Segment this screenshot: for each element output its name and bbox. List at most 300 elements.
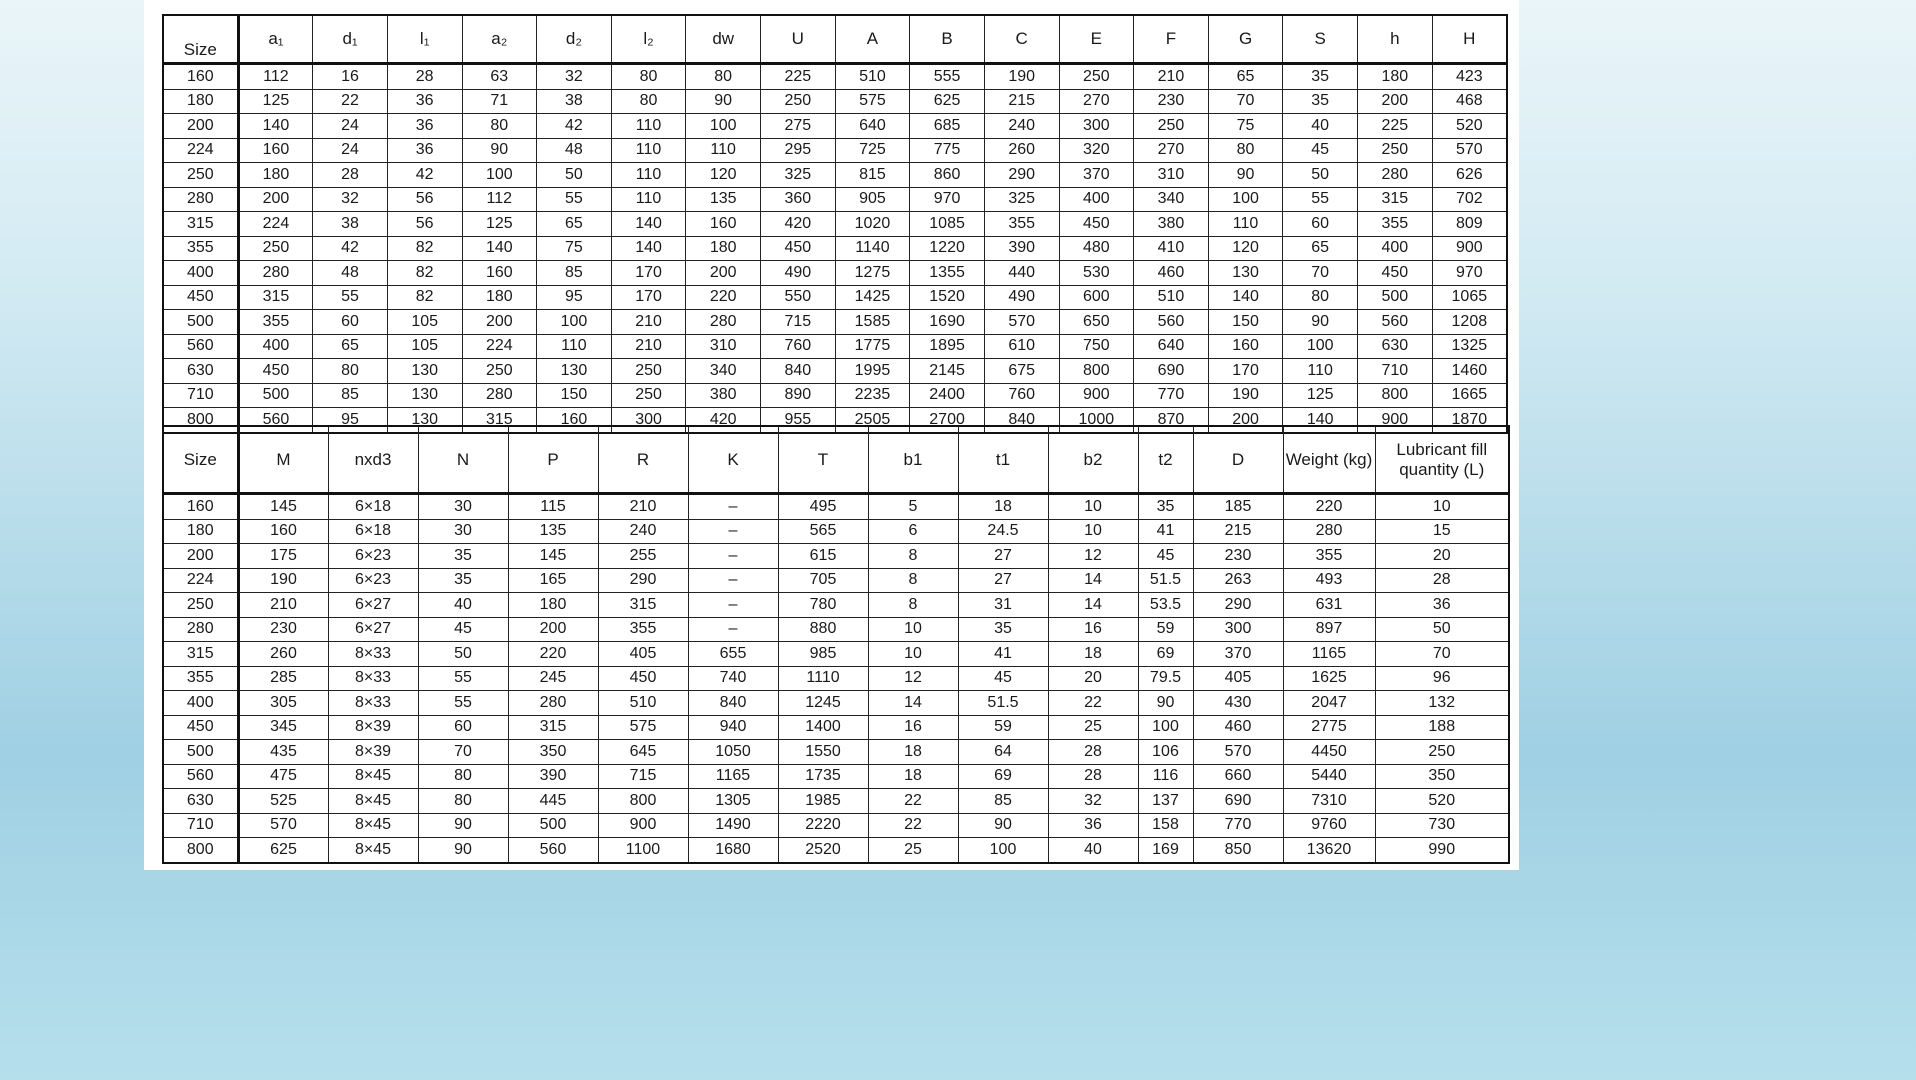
table-cell: 6 (868, 519, 958, 544)
table-row (163, 544, 1509, 569)
table-cell: 60 (313, 310, 388, 335)
column-header: B (910, 15, 985, 64)
table-cell: 1665 (1432, 383, 1507, 408)
column-header: A (835, 15, 910, 64)
table-cell: 445 (508, 789, 598, 814)
table-cell: 12 (868, 666, 958, 691)
table-cell: 90 (418, 813, 508, 838)
table-cell: 555 (910, 64, 985, 90)
table-cell: 200 (686, 261, 761, 286)
table-cell: 550 (761, 285, 836, 310)
table-row (163, 212, 1507, 237)
table-cell: 42 (537, 114, 612, 139)
table-cell: 970 (1432, 261, 1507, 286)
table-cell: 56 (387, 187, 462, 212)
table-cell: 12 (1048, 544, 1138, 569)
table-cell: 315 (598, 593, 688, 618)
table-cell: 70 (1208, 89, 1283, 114)
table-cell: 285 (238, 666, 328, 691)
column-header: l₁ (387, 15, 462, 64)
table-row (163, 64, 1507, 90)
table-row (163, 187, 1507, 212)
table-cell: 75 (537, 236, 612, 261)
table-cell: 520 (1375, 789, 1509, 814)
table-cell: 48 (313, 261, 388, 286)
table-cell: 140 (1283, 408, 1358, 433)
table-cell: 2400 (910, 383, 985, 408)
table-cell: 325 (984, 187, 1059, 212)
table-cell: 190 (984, 64, 1059, 90)
table-row (163, 715, 1509, 740)
size-cell: 500 (163, 310, 238, 335)
table-row (163, 519, 1509, 544)
table-cell: 710 (1358, 359, 1433, 384)
table-cell: 255 (598, 544, 688, 569)
column-header: dw (686, 15, 761, 64)
table-cell: 2700 (910, 408, 985, 433)
table-cell: 80 (462, 114, 537, 139)
table-cell: 370 (1059, 163, 1134, 188)
table-cell: 112 (238, 64, 313, 90)
table-cell: 1690 (910, 310, 985, 335)
table-cell: 8×39 (328, 740, 418, 765)
table-cell: 53.5 (1138, 593, 1193, 618)
table-cell: 510 (1134, 285, 1209, 310)
table-cell: 115 (508, 494, 598, 520)
table-cell: 90 (1283, 310, 1358, 335)
table-cell: 40 (1283, 114, 1358, 139)
table-row (163, 236, 1507, 261)
table-cell: 575 (598, 715, 688, 740)
table-cell: 630 (1358, 334, 1433, 359)
table-cell: 1110 (778, 666, 868, 691)
table-cell: 65 (313, 334, 388, 359)
table-cell: 135 (686, 187, 761, 212)
table-cell: 145 (508, 544, 598, 569)
table-cell: 105 (387, 334, 462, 359)
table-cell: 860 (910, 163, 985, 188)
table-cell: 180 (1358, 64, 1433, 90)
table-cell: 690 (1193, 789, 1283, 814)
table-cell: 132 (1375, 691, 1509, 716)
table-cell: 990 (1375, 838, 1509, 863)
table-row (163, 310, 1507, 335)
table-cell: 16 (868, 715, 958, 740)
table-row (163, 764, 1509, 789)
table-cell: 110 (611, 114, 686, 139)
size-cell: 250 (163, 593, 238, 618)
table-cell: 210 (238, 593, 328, 618)
table-cell: 56 (387, 212, 462, 237)
table-cell: 500 (508, 813, 598, 838)
table-cell: 6×18 (328, 519, 418, 544)
table-cell: 100 (686, 114, 761, 139)
table-cell: 36 (1048, 813, 1138, 838)
table-cell: 190 (238, 568, 328, 593)
table-cell: 8 (868, 544, 958, 569)
table-cell: 600 (1059, 285, 1134, 310)
table-header-row (163, 15, 1507, 64)
table-cell: 150 (537, 383, 612, 408)
table-cell: 70 (1283, 261, 1358, 286)
table-cell: 2520 (778, 838, 868, 863)
column-header: H (1432, 15, 1507, 64)
table-cell: 450 (1059, 212, 1134, 237)
table-cell: 110 (611, 187, 686, 212)
table-cell: 80 (611, 64, 686, 90)
table-cell: 1085 (910, 212, 985, 237)
table-cell: 780 (778, 593, 868, 618)
table-cell: 110 (611, 138, 686, 163)
table-cell: 300 (611, 408, 686, 433)
table-cell: 140 (611, 236, 686, 261)
table-cell: 450 (598, 666, 688, 691)
column-header: M (238, 426, 328, 494)
table-cell: 230 (1134, 89, 1209, 114)
table-cell: 130 (387, 383, 462, 408)
table-cell: 800 (1358, 383, 1433, 408)
table-cell: 35 (1283, 89, 1358, 114)
table-cell: 14 (868, 691, 958, 716)
table-cell: 100 (1208, 187, 1283, 212)
table-cell: 490 (984, 285, 1059, 310)
table-cell: 575 (835, 89, 910, 114)
table-cell: 8×45 (328, 789, 418, 814)
size-column-header: Size (163, 426, 238, 494)
table-cell: 275 (761, 114, 836, 139)
table-cell: 160 (238, 138, 313, 163)
table-cell: 440 (984, 261, 1059, 286)
table-cell: 224 (238, 212, 313, 237)
table-cell: 250 (462, 359, 537, 384)
table-cell: 42 (313, 236, 388, 261)
table-cell: 65 (537, 212, 612, 237)
table-cell: 180 (462, 285, 537, 310)
column-header: N (418, 426, 508, 494)
table-cell: 610 (984, 334, 1059, 359)
table-cell: 1400 (778, 715, 868, 740)
table-cell: 250 (238, 236, 313, 261)
table-cell: – (688, 544, 778, 569)
table-cell: 22 (1048, 691, 1138, 716)
table-cell: 28 (313, 163, 388, 188)
table-cell: 8 (868, 568, 958, 593)
table-cell: – (688, 519, 778, 544)
table-cell: 24 (313, 114, 388, 139)
table-cell: 730 (1375, 813, 1509, 838)
table-cell: 105 (387, 310, 462, 335)
size-cell: 630 (163, 789, 238, 814)
table-cell: 1325 (1432, 334, 1507, 359)
table-cell: 230 (1193, 544, 1283, 569)
table-cell: 50 (1375, 617, 1509, 642)
table-cell: 65 (1283, 236, 1358, 261)
table-cell: 175 (238, 544, 328, 569)
table-cell: 250 (611, 359, 686, 384)
size-cell: 450 (163, 285, 238, 310)
table-cell: 355 (238, 310, 313, 335)
table-cell: 2775 (1283, 715, 1375, 740)
table-cell: 340 (1134, 187, 1209, 212)
table-cell: – (688, 617, 778, 642)
table-cell: 420 (761, 212, 836, 237)
table-cell: 32 (537, 64, 612, 90)
table-cell: 6×18 (328, 494, 418, 520)
table-cell: 300 (1193, 617, 1283, 642)
column-header: Weight (kg) (1283, 426, 1375, 494)
table-cell: 560 (1134, 310, 1209, 335)
table-cell: 570 (1432, 138, 1507, 163)
table-cell: 840 (688, 691, 778, 716)
table-cell: 140 (1208, 285, 1283, 310)
table-cell: 645 (598, 740, 688, 765)
table-cell: 80 (418, 789, 508, 814)
table-cell: 28 (1048, 764, 1138, 789)
table-cell: 400 (1059, 187, 1134, 212)
size-cell: 355 (163, 236, 238, 261)
column-header: R (598, 426, 688, 494)
table-cell: 240 (984, 114, 1059, 139)
table-cell: 51.5 (958, 691, 1048, 716)
table-cell: 263 (1193, 568, 1283, 593)
table-cell: 5 (868, 494, 958, 520)
table-cell: 170 (611, 285, 686, 310)
table-cell: 110 (537, 334, 612, 359)
table-cell: 28 (387, 64, 462, 90)
table-cell: 815 (835, 163, 910, 188)
table-cell: 160 (537, 408, 612, 433)
table-cell: 69 (958, 764, 1048, 789)
table-cell: 25 (868, 838, 958, 863)
table-cell: 800 (1059, 359, 1134, 384)
table-cell: 180 (238, 163, 313, 188)
table-cell: 22 (313, 89, 388, 114)
table-cell: 160 (462, 261, 537, 286)
table-cell: 295 (761, 138, 836, 163)
table-cell: 10 (1048, 519, 1138, 544)
table-cell: 250 (1059, 64, 1134, 90)
table-cell: 112 (462, 187, 537, 212)
table-cell: 50 (418, 642, 508, 667)
size-cell: 710 (163, 813, 238, 838)
table-cell: 210 (1134, 64, 1209, 90)
table-cell: 625 (238, 838, 328, 863)
table-cell: 1425 (835, 285, 910, 310)
size-cell: 800 (163, 408, 238, 433)
table-cell: 655 (688, 642, 778, 667)
table-cell: 120 (686, 163, 761, 188)
table-cell: 740 (688, 666, 778, 691)
column-header: Lubricant fill quantity (L) (1375, 426, 1509, 494)
table-cell: 5440 (1283, 764, 1375, 789)
table-cell: 650 (1059, 310, 1134, 335)
table-row (163, 138, 1507, 163)
size-cell: 710 (163, 383, 238, 408)
table-cell: 770 (1193, 813, 1283, 838)
table-row (163, 163, 1507, 188)
table-cell: 160 (1208, 334, 1283, 359)
size-cell: 200 (163, 114, 238, 139)
table-cell: 1995 (835, 359, 910, 384)
table-cell: 55 (1283, 187, 1358, 212)
table-row (163, 691, 1509, 716)
table-cell: 6×27 (328, 617, 418, 642)
table-cell: 79.5 (1138, 666, 1193, 691)
table-cell: 55 (418, 666, 508, 691)
table-cell: 405 (1193, 666, 1283, 691)
table-cell: 28 (1375, 568, 1509, 593)
table-cell: 90 (1208, 163, 1283, 188)
table-row (163, 666, 1509, 691)
table-cell: 450 (761, 236, 836, 261)
table-cell: 10 (1375, 494, 1509, 520)
size-cell: 280 (163, 617, 238, 642)
table-cell: 2220 (778, 813, 868, 838)
table-cell: 955 (761, 408, 836, 433)
table-cell: 230 (238, 617, 328, 642)
table-cell: 305 (238, 691, 328, 716)
table-cell: 200 (462, 310, 537, 335)
table-row (163, 494, 1509, 520)
table-cell: 10 (1048, 494, 1138, 520)
table-cell: 390 (508, 764, 598, 789)
table-cell: 468 (1432, 89, 1507, 114)
table-cell: 1870 (1432, 408, 1507, 433)
table-cell: 1460 (1432, 359, 1507, 384)
table-cell: 360 (761, 187, 836, 212)
table-cell: 170 (1208, 359, 1283, 384)
table-cell: 702 (1432, 187, 1507, 212)
table-cell: 640 (835, 114, 910, 139)
table-cell: 493 (1283, 568, 1375, 593)
column-header: nxd3 (328, 426, 418, 494)
table-cell: 530 (1059, 261, 1134, 286)
table-cell: 100 (958, 838, 1048, 863)
table-cell: 24 (313, 138, 388, 163)
table-cell: 380 (1134, 212, 1209, 237)
table-cell: 80 (418, 764, 508, 789)
table-cell: 410 (1134, 236, 1209, 261)
table-cell: 2145 (910, 359, 985, 384)
table-cell: 69 (1138, 642, 1193, 667)
table-cell: 169 (1138, 838, 1193, 863)
table-cell: 220 (508, 642, 598, 667)
table-cell: 570 (984, 310, 1059, 335)
table-cell: 90 (686, 89, 761, 114)
table-cell: 850 (1193, 838, 1283, 863)
table-cell: 31 (958, 593, 1048, 618)
size-cell: 800 (163, 838, 238, 863)
table-cell: 6×23 (328, 568, 418, 593)
table-cell: 8 (868, 593, 958, 618)
table-row (163, 261, 1507, 286)
table-row (163, 593, 1509, 618)
table-cell: 240 (598, 519, 688, 544)
table-cell: 41 (1138, 519, 1193, 544)
table-cell: 8×39 (328, 715, 418, 740)
table-cell: 900 (1358, 408, 1433, 433)
table-cell: 80 (313, 359, 388, 384)
column-header: b2 (1048, 426, 1138, 494)
table-cell: 59 (1138, 617, 1193, 642)
table-cell: 280 (686, 310, 761, 335)
table-cell: 1245 (778, 691, 868, 716)
table-cell: 130 (387, 359, 462, 384)
table-cell: 770 (1134, 383, 1209, 408)
table-cell: 160 (238, 519, 328, 544)
table-cell: 210 (611, 334, 686, 359)
table-cell: 1775 (835, 334, 910, 359)
table-cell: 40 (1048, 838, 1138, 863)
table-cell: 71 (462, 89, 537, 114)
table-cell: 280 (1283, 519, 1375, 544)
table-cell: 1140 (835, 236, 910, 261)
table-cell: 500 (1358, 285, 1433, 310)
table-cell: 140 (238, 114, 313, 139)
table-cell: 840 (761, 359, 836, 384)
table-cell: 1305 (688, 789, 778, 814)
table-cell: 870 (1134, 408, 1209, 433)
table-cell: 45 (958, 666, 1048, 691)
table-cell: 150 (1208, 310, 1283, 335)
table-cell: 20 (1048, 666, 1138, 691)
table-cell: 100 (1138, 715, 1193, 740)
table-row (163, 568, 1509, 593)
table-cell: 475 (238, 764, 328, 789)
table-row (163, 89, 1507, 114)
table-cell: 215 (984, 89, 1059, 114)
dimension-table-2 (162, 425, 1510, 864)
table-cell: 809 (1432, 212, 1507, 237)
table-cell: 82 (387, 261, 462, 286)
table-cell: 45 (1138, 544, 1193, 569)
table-cell: 250 (1134, 114, 1209, 139)
table-cell: 27 (958, 544, 1048, 569)
table-cell: 32 (313, 187, 388, 212)
table-cell: 985 (778, 642, 868, 667)
table-cell: 450 (238, 359, 313, 384)
table-cell: 140 (462, 236, 537, 261)
table-cell: 70 (1375, 642, 1509, 667)
table-cell: 14 (1048, 593, 1138, 618)
column-header: U (761, 15, 836, 64)
table-cell: 36 (387, 114, 462, 139)
table-row (163, 813, 1509, 838)
table-cell: 890 (761, 383, 836, 408)
table-cell: 16 (313, 64, 388, 90)
table-cell: 560 (1358, 310, 1433, 335)
table-cell: 280 (1358, 163, 1433, 188)
table-cell: 1520 (910, 285, 985, 310)
table-cell: 75 (1208, 114, 1283, 139)
table-cell: 315 (508, 715, 598, 740)
table-cell: 640 (1134, 334, 1209, 359)
column-header: d₂ (537, 15, 612, 64)
table-cell: 315 (238, 285, 313, 310)
table-cell: 570 (238, 813, 328, 838)
table-cell: 38 (313, 212, 388, 237)
table-row (163, 359, 1507, 384)
table-cell: 225 (1358, 114, 1433, 139)
table-cell: 626 (1432, 163, 1507, 188)
table-cell: 8×45 (328, 813, 418, 838)
table-cell: 200 (508, 617, 598, 642)
size-cell: 400 (163, 691, 238, 716)
table-cell: 355 (1358, 212, 1433, 237)
table-cell: 220 (686, 285, 761, 310)
table-cell: 41 (958, 642, 1048, 667)
table-cell: 760 (984, 383, 1059, 408)
